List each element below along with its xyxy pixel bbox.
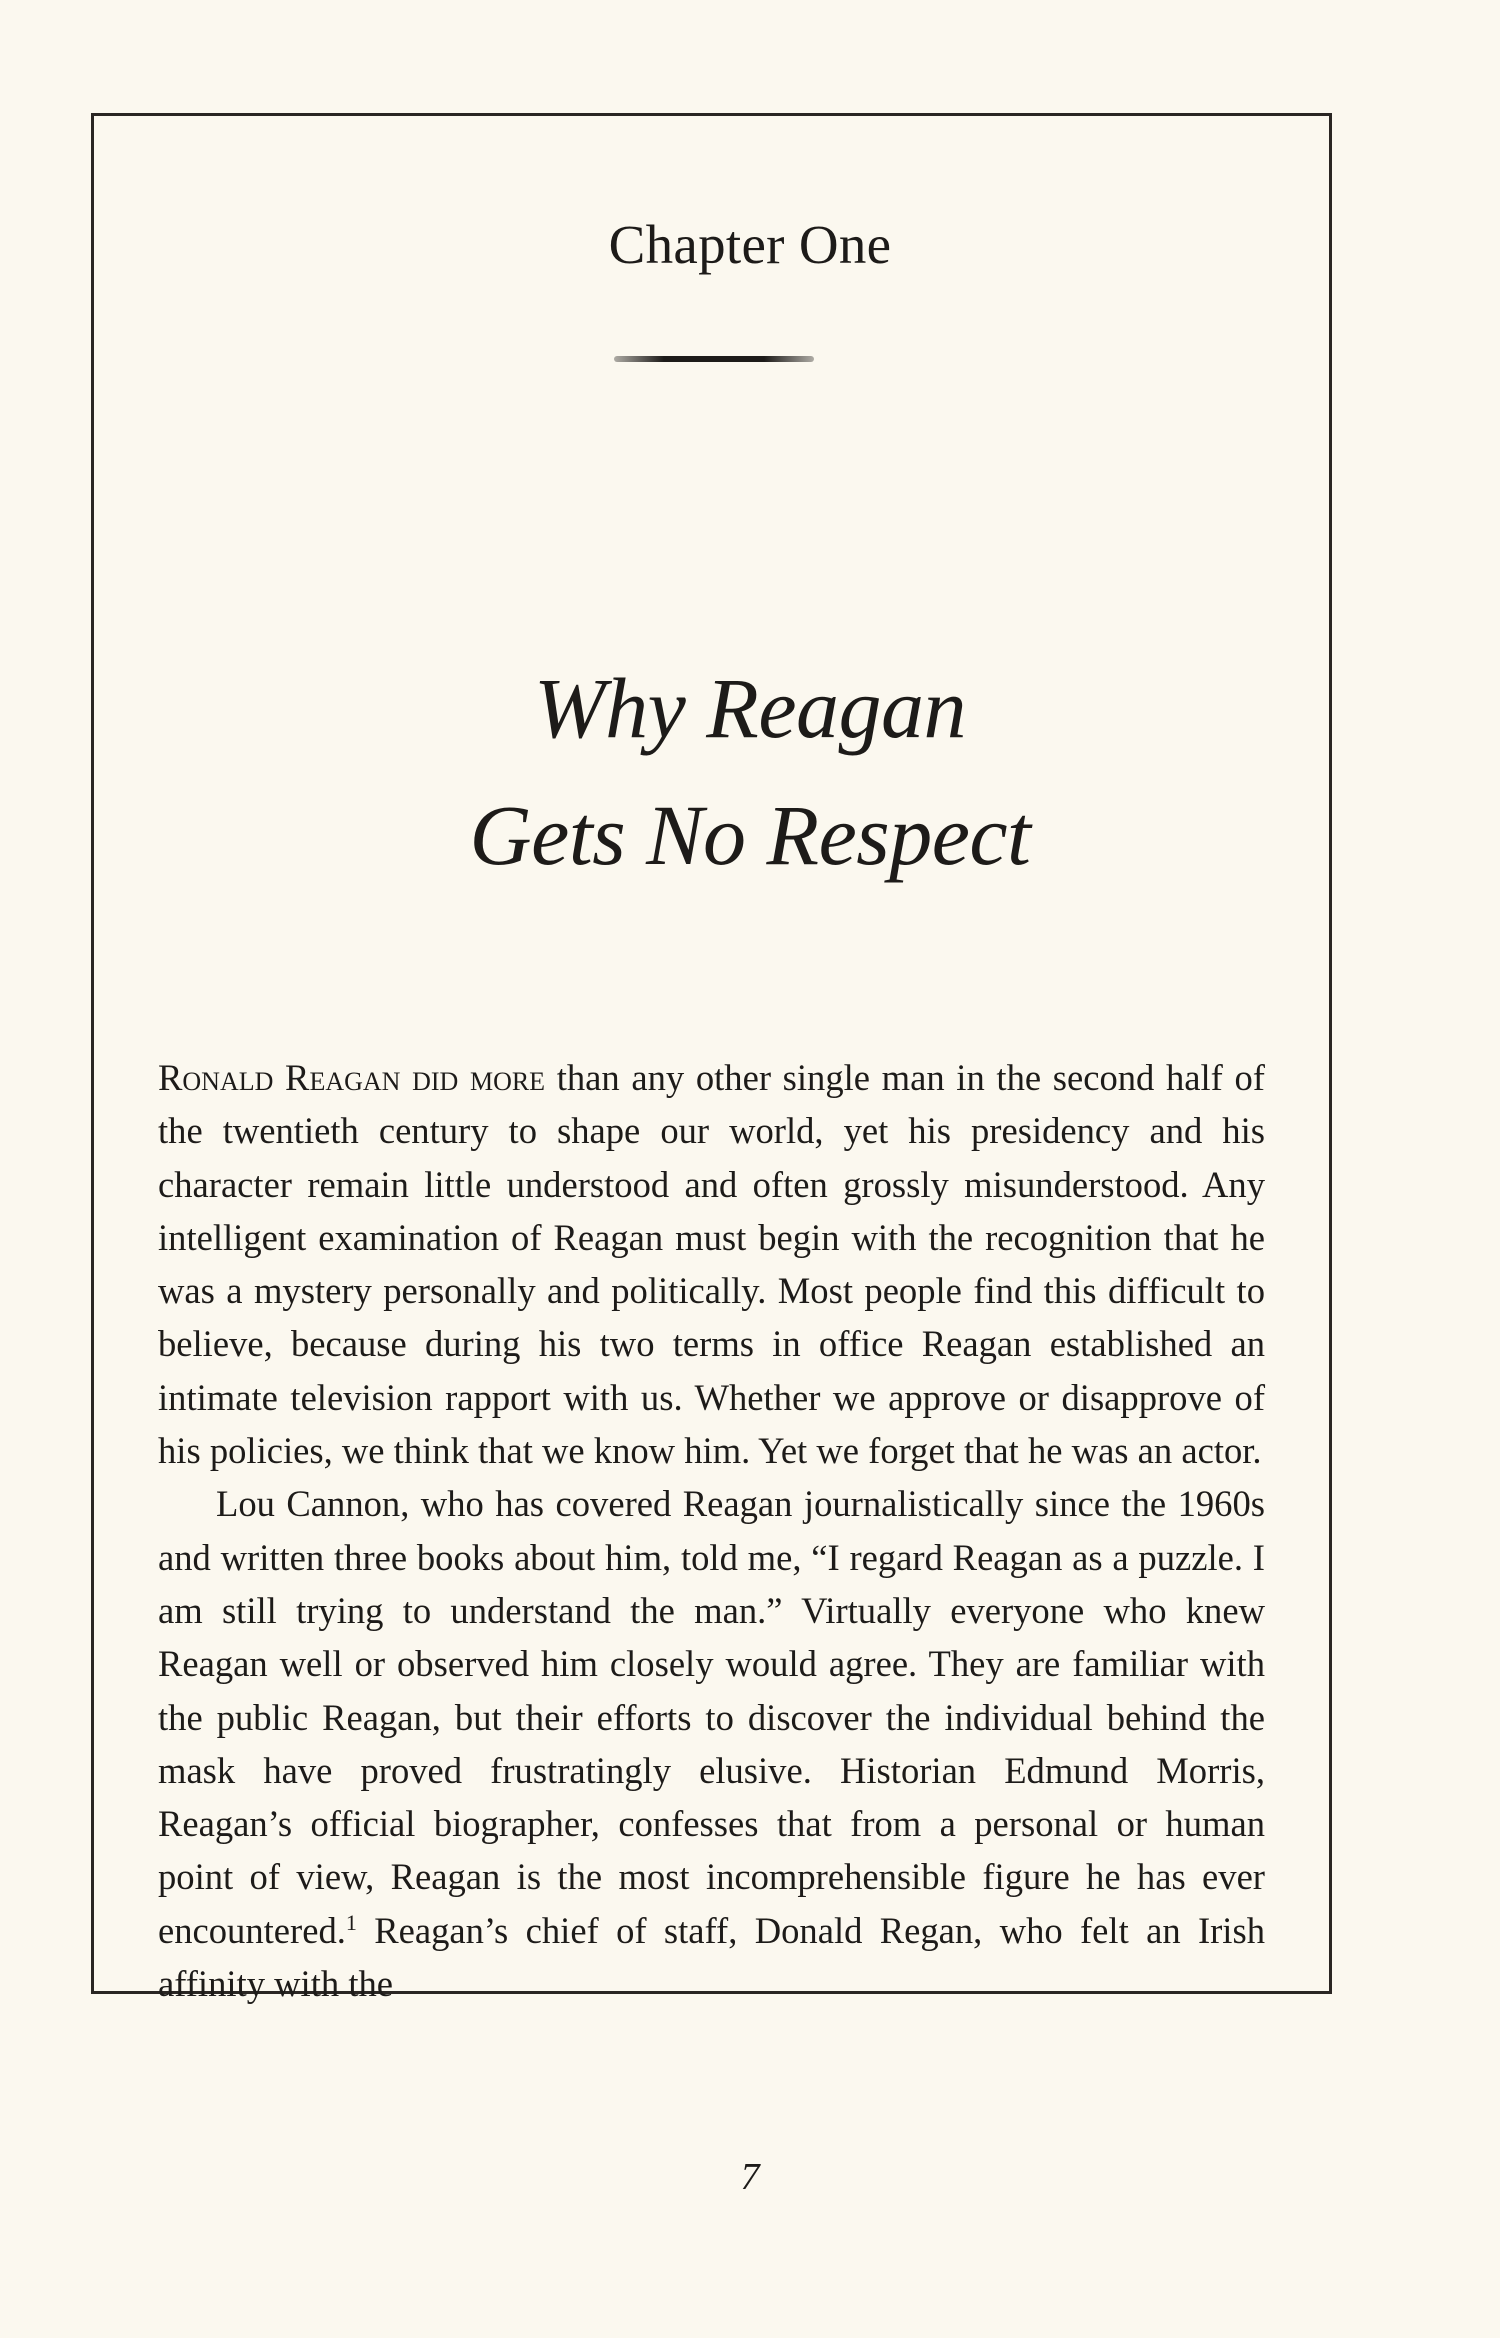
footnote-marker: 1 (345, 1909, 357, 1935)
paragraph-1-text: than any other single man in the second half of the twentieth century to shape our world, yet his presidency and his character remain little understood and often grossly misunderstood. Any intelligent examination of Reagan must begin with the recognition that he was a mystery personally and politically. Most people find this difficult to believe, because during his two terms in office Reagan established an intimate television rapport with us. Whether we approve or disapprove of his policies, we think that we know him. Yet we forget that he was an actor. (158, 1057, 1265, 1472)
chapter-title (0, 645, 1500, 899)
body-paragraph-1 (158, 1051, 1265, 1477)
chapter-title-line-1: Why Reagan (533, 660, 966, 756)
chapter-divider-rule (614, 356, 814, 362)
page-number: 7 (740, 2156, 760, 2198)
chapter-label: Chapter One (608, 214, 892, 275)
body-text (158, 1051, 1265, 2010)
body-paragraph-2 (158, 1477, 1265, 2010)
paragraph-2-text-before-note: Lou Cannon, who has covered Reagan journalistically since the 1960s and written three books about him, told me, “I regard Reagan as a puzzle. I am still trying to understand the man.” Virtually everyone who knew Reagan well or observed him closely would agree. They are familiar with the public Reagan, but their efforts to discover the individual behind the mask have proved frustratingly elusive. Historian Edmund Morris, Reagan’s official biographer, confesses that from a personal or human point of view, Reagan is the most incomprehensible figure he has ever encountered. (158, 1483, 1265, 1951)
paragraph-lead-in: Ronald Reagan did more (158, 1057, 546, 1098)
chapter-title-line-2: Gets No Respect (469, 787, 1031, 883)
paragraph-2-text-after-note: Reagan’s chief of staff, Donald Regan, who felt an Irish affinity with the (158, 1909, 1265, 2005)
